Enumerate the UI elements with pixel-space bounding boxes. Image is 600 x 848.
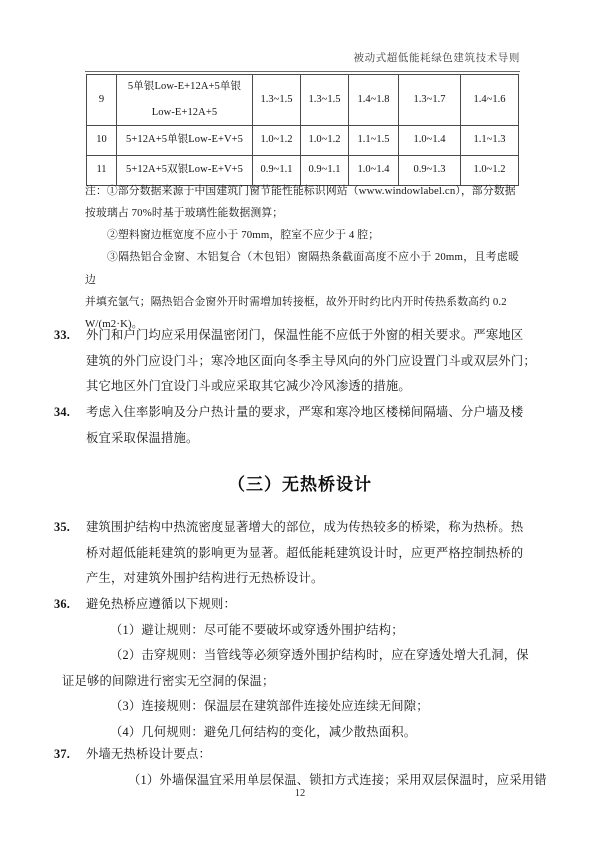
clause-34-line-2: 板宜采取保温措施。 (86, 430, 199, 445)
cell-value-3: 1.1~1.5 (349, 126, 399, 156)
header-rule (85, 71, 520, 72)
rule-2-line-2: 证足够的间隙进行密实无空洞的保温； (62, 673, 275, 688)
cell-value-2: 1.0~1.2 (301, 126, 349, 156)
glazing-spec-table (86, 74, 519, 186)
cell-value-3: 1.4~1.8 (349, 75, 399, 126)
cell-row-number: 9 (87, 75, 117, 126)
cell-spec-line1: 5单银Low-E+12A+5单银 (127, 81, 242, 93)
clause-35-line-2: 桥对超低能耗建筑的影响更为显著。超低能耗建筑设计时，应更严格控制热桥的 (86, 545, 524, 560)
cell-value-1: 1.0~1.2 (253, 126, 301, 156)
note-line-6: W/(m2·K)。 (85, 317, 143, 330)
clause-35-line-3: 产生，对建筑外围护结构进行无热桥设计。 (86, 571, 324, 586)
cell-value-5: 1.4~1.6 (461, 75, 519, 126)
cell-value-2: 0.9~1.1 (301, 156, 349, 186)
note-line-3: ②塑料窗边框宽度不应小于 70mm，腔室不应少于 4 腔； (107, 229, 380, 242)
clause-37 (52, 742, 552, 793)
cell-value-2: 1.3~1.5 (301, 75, 349, 126)
clause-34-number: 34. (54, 405, 70, 419)
clause-33-number: 33. (54, 328, 70, 342)
clause-36-body (52, 592, 552, 618)
clause-33 (52, 323, 552, 400)
clause-35-line-1: 建筑围护结构中热流密度显著增大的部位，成为传热较多的桥梁，称为热桥。热 (86, 520, 524, 534)
glazing-spec-table-wrapper (86, 74, 518, 186)
cell-row-number: 11 (87, 156, 117, 186)
clause-34-line-1: 考虑入住率影响及分户热计量的要求，严寒和寒冷地区楼梯间隔墙、分户墙及楼 (86, 405, 524, 419)
clause-37-line-1: 外墙无热桥设计要点： (86, 747, 211, 761)
clause-35-body (52, 515, 552, 592)
clause-35 (52, 515, 552, 592)
note-line-5: 并填充氩气；隔热铝合金窗外开时需增加转接框，故外开时约比内开时传热系数高约 0.2 (85, 295, 507, 308)
note-line-1: 注：①部分数据来源于中国建筑门窗节能性能标识网站（www.windowlabel.cn），部分数据 (85, 185, 516, 197)
clause-33-line-1: 外门和户门均应采用保温密闭门，保温性能不应低于外窗的相关要求。严寒地区 (86, 328, 524, 342)
cell-value-5: 1.0~1.2 (461, 156, 519, 186)
note-line-4: ③隔热铝合金窗、木铝复合（木包铝）窗隔热条截面高度不应小于 20mm，且考虑暖边 (85, 251, 519, 286)
cell-row-number: 10 (87, 126, 117, 156)
clause-34-body (52, 400, 552, 451)
cell-spec-line2: Low-E+12A+5 (151, 106, 218, 118)
clause-33-line-3: 其它地区外门宜设门斗或应采取其它减少冷风渗透的措施。 (86, 379, 411, 394)
header-title: 被动式超低能耗绿色建筑技术导则 (353, 53, 520, 64)
running-header (85, 50, 520, 70)
cell-value-1: 1.3~1.5 (253, 75, 301, 126)
cell-value-1: 0.9~1.1 (253, 156, 301, 186)
cell-spec (117, 75, 253, 126)
table-notes (85, 180, 519, 335)
note-line-2: 按玻璃占 70%时基于玻璃性能数据测算； (85, 207, 284, 220)
cell-spec: 5+12A+5单银Low-E+V+5 (117, 126, 253, 156)
cell-value-3: 1.0~1.4 (349, 156, 399, 186)
clause-35-number: 35. (54, 520, 70, 534)
cell-spec: 5+12A+5双银Low-E+V+5 (117, 156, 253, 186)
rule-1: （1）避让规则：尽可能不要破坏或穿透外围护结构； (110, 622, 404, 637)
table-row (87, 126, 519, 156)
rule-4: （4）几何规则：避免几何结构的变化，减少散热面积。 (110, 724, 417, 739)
cell-value-4: 0.9~1.3 (399, 156, 461, 186)
clause-36-number: 36. (54, 597, 70, 611)
cell-value-5: 1.1~1.3 (461, 126, 519, 156)
table-row (87, 75, 519, 126)
clause-36-line-1: 避免热桥应遵循以下规则： (86, 597, 236, 611)
clause-36 (52, 592, 552, 745)
cell-value-4: 1.3~1.7 (399, 75, 461, 126)
section-heading: （三）无热桥设计 (228, 475, 372, 494)
rule-2-line-1: （2）击穿规则：当管线等必须穿透外围护结构时，应在穿透处增大孔洞，保 (110, 648, 529, 663)
rule-3: （3）连接规则：保温层在建筑部件连接处应连续无间隙； (110, 699, 429, 714)
clause-33-body (52, 323, 552, 400)
clause-34 (52, 400, 552, 451)
cell-value-4: 1.0~1.4 (399, 126, 461, 156)
clause-33-line-2: 建筑的外门应设门斗；寒冷地区面向冬季主导风向的外门应设置门斗或双层外门； (86, 353, 536, 368)
page-number: 12 (294, 788, 306, 799)
wall-rule-1-line-1: （1）外墙保温宜采用单层保温、锁扣方式连接；采用双层保温时，应采用错 (128, 772, 547, 787)
clause-37-body (52, 742, 552, 768)
clause-37-number: 37. (54, 747, 70, 761)
